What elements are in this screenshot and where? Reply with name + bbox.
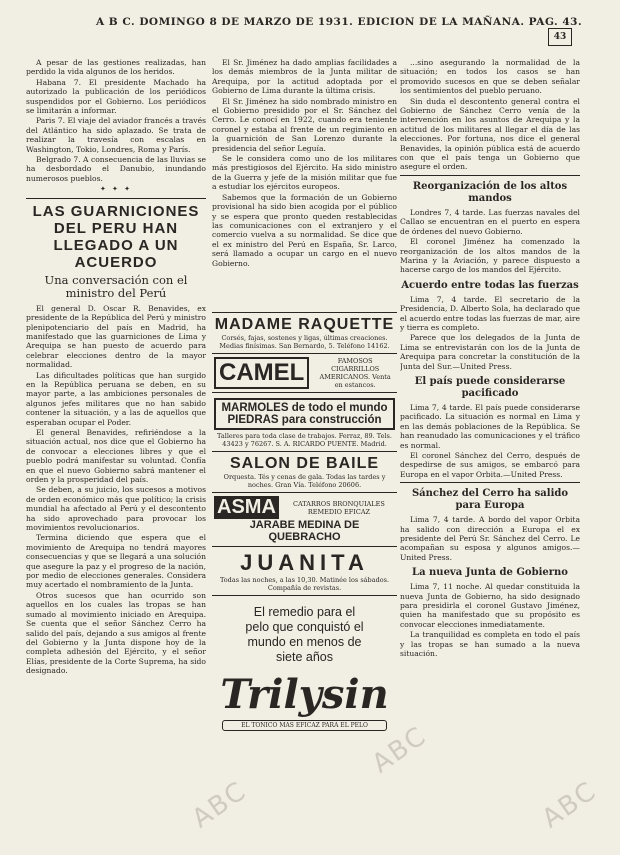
divider	[400, 175, 580, 176]
divider	[400, 482, 580, 483]
ad-trilysin	[212, 595, 397, 736]
news-paragraph: Lima 7, 4 tarde. A bordo del vapor Orbita ha salido con dirección a Europa el ex presidente del Perú Sr. Sánchez del Cerro. Le acompañan su esposa y algunos amigos.—United Press.	[400, 515, 580, 562]
main-headline: LAS GUARNICIONES DEL PERU HAN LLEGADO A UN ACUERDO	[32, 202, 200, 271]
news-paragraph: La tranquilidad es completa en todo el país y las tropas se han sumado a la nueva situación.	[400, 630, 580, 659]
news-paragraph: Londres 7, 4 tarde. Las fuerzas navales del Callao se encuentran en el puerto en espera de órdenes del nuevo Gobierno.	[400, 207, 580, 236]
watermark-stamp: ABC	[186, 775, 253, 835]
asma-logo: ASMA	[214, 496, 279, 519]
news-paragraph: ...sino asegurando la normalidad de la situación; en todos los casos se han promovido sucesos en que se deben señalar los sentimientos del pueblo peruano.	[400, 58, 580, 96]
ad-line: PIEDRAS para construcción	[227, 414, 382, 426]
news-paragraph: Parece que los delegados de la Junta de Lima se entrevistarán con los de la Junta de Arequipa para concretar la constitución de la Junta del Sur.—United Press.	[400, 333, 580, 371]
news-paragraph: Paris 7. El viaje del aviador francés a través del Atlántico ha sido aplazado. Se trata de realizar la travesía con escalas en Washington, Tokio, Londres, Roma y París.	[26, 116, 206, 154]
marmoles-box	[214, 398, 395, 430]
product-tube: EL TONICO MAS EFICAZ PARA EL PELO	[222, 720, 387, 731]
ad-line: MARMOLES de todo el mundo	[221, 402, 388, 414]
ad-text: Corsés, fajas, sostenes y ligas, últimas creaciones. Medias finísimas. San Bernardo, 5. Teléfono 14162.	[219, 334, 390, 350]
ad-camel	[212, 353, 397, 392]
news-paragraph: Lima 7, 4 tarde. El país puede considerarse pacificado. La situación es normal en Lima y en las demás poblaciones de la República. Se han reanudado las comunicaciones y el tráfico es normal.	[400, 402, 580, 450]
section-heading: La nueva Junta de Gobierno	[412, 567, 568, 579]
news-paragraph: A pesar de las gestiones realizadas, han perdido la vida algunos de los heridos.	[26, 58, 206, 77]
news-paragraph: Belgrado 7. A consecuencia de las lluvias se ha desbordado el Danubio, inundando numerosos pueblos.	[26, 155, 206, 183]
news-paragraph: El general D. Oscar R. Benavides, ex presidente de la República del Perú y ministro plenipotenciario del país en Madrid, ha manifestado que las guarniciones de Lima y Arequipa se han puesto de acuerdo para celebrar elecciones dentro de la mayor normalidad.	[26, 303, 206, 370]
ad-title: MADAME RAQUETTE	[214, 316, 395, 333]
ad-line: REMEDIO EFICAZ	[307, 507, 371, 516]
ad-salon-baile	[212, 451, 397, 492]
news-paragraph: Se le considera como uno de los militares más prestigiosos del Ejército. Ha sido ministro de la Guerra y jefe de la misión militar que fue a estudiar los ejércitos europeos.	[212, 154, 397, 192]
news-paragraph: El coronel Jiménez ha comenzado la reorganización de los altos mandos de la Marina y la Aviación, y parece dispuesto a hacerse cargo de los mandos del Ejército.	[400, 237, 580, 275]
column-middle	[212, 58, 397, 298]
ad-product: JARABE MEDINA DE QUEBRACHO	[249, 519, 360, 543]
column-right	[400, 58, 580, 848]
ad-line: mundo en menos de	[247, 635, 362, 649]
news-paragraph: El general Benavides, refiriéndose a la situación actual, nos dice que el Gobierno ha de convocar a elecciones libres y que el pueblo podrá manifestar su voluntad. Confía en que el nuevo Gobierno sabrá mantener el orden y la prosperidad del país.	[26, 427, 206, 484]
camel-logo: CAMEL	[214, 357, 309, 389]
news-paragraph: Termina diciendo que espera que el movimiento de Arequipa no tendrá mayores consecuencias y que se llegará a una solución que asegure la paz y el progreso de la nación, por medio de elecciones generales. Considera muy acertado el nombramiento de la Junta.	[26, 533, 206, 590]
news-paragraph: Se deben, a su juicio, los sucesos a motivos de orden económico más que político; la crisis mundial ha afectado al Perú y el descontento ha sido aprovechado para provocar los movimientos revolucionarios.	[26, 485, 206, 533]
ad-title: JUANITA	[240, 550, 369, 575]
divider	[26, 198, 206, 199]
trilysin-logo: Trilysin	[220, 671, 389, 718]
news-paragraph: Lima 7, 4 tarde. El secretario de la Presidencia, D. Alberto Sola, ha declarado que el acuerdo entre todas las fuerzas de mar, aire y tierra es completo.	[400, 294, 580, 332]
page-header: A B C. DOMINGO 8 DE MARZO DE 1931. EDICION DE LA MAÑANA. PAG. 43.	[96, 16, 583, 28]
section-heading: Sánchez del Cerro ha salido para Europa	[411, 488, 569, 512]
news-paragraph: Habana 7. El presidente Machado ha autorizado la publicación de los periódicos suspendidos por el Gobierno. Los periódicos se limitarán a informar.	[26, 77, 206, 116]
news-paragraph: Las dificultades políticas que han surgido en la República peruana se deben, en su mayor parte, a las ambiciones personales de algunos jefes militares que no han sabido contener la situación, y a las de aquellos que esperaban ocupar el Poder.	[26, 370, 206, 427]
ad-juanita	[212, 546, 397, 595]
page-number-stamp: 43	[548, 28, 572, 46]
ad-text: Orquesta. Tés y cenas de gala. Todas las tardes y noches. Gran Vía. Teléfono 20606.	[223, 473, 386, 489]
ad-line: CATARROS BRONQUIALES	[292, 499, 385, 508]
ad-line: pelo que conquistó el	[245, 620, 364, 634]
news-paragraph: Sabemos que la formación de un Gobierno provisional ha sido bien acogida por el público y se espera que pronto queden restablecidas las comunicaciones con el extranjero y el comercio vuelva a su normalidad. Se dice que el ex ministro del Perú en España, Sr. Larco, será llamado a ocupar un cargo en el nuevo Gobierno.	[212, 192, 397, 268]
news-paragraph: El Sr. Jiménez ha dado amplias facilidades a los demás miembros de la Junta militar de Arequipa, por la actitud adoptada por el Gobierno de Lima durante la última crisis.	[212, 58, 397, 96]
ad-text: FAMOSOS CIGARRILLOS AMERICANOS. Venta en estancos.	[319, 357, 391, 389]
ad-madame-raquette	[212, 312, 397, 353]
ad-line: El remedio para el	[253, 605, 356, 619]
column-left	[26, 58, 206, 848]
ad-text: Todas las noches, a las 10,30. Matinée los sábados. Compañía de revistas.	[219, 576, 390, 592]
watermark-stamp: ABC	[366, 720, 433, 780]
ad-line: siete años	[276, 650, 333, 664]
sub-headline: Una conversación con el ministro del Perú	[44, 272, 188, 300]
ad-marmoles	[212, 392, 397, 451]
news-paragraph: Otros sucesos que han ocurrido son aquellos en los cuales las tropas se han sumado al movimiento iniciado en Arequipa. Se cuenta que el señor Sánchez Cerro ha salido del país, dejando a sus amigos al frente del Gobierno y la Junta dispone hoy de la completa adhesión del Ejército, y el señor Elías, presidente de la Corte Suprema, ha sido designado.	[26, 590, 206, 676]
news-paragraph: Lima 7, 11 noche. Al quedar constituida la nueva Junta de Gobierno, ha sido designado para presidirla el coronel Gustavo Jiménez, quien ha manifestado que su propósito es convocar elecciones inmediatamente.	[400, 582, 580, 629]
separator: ✦ ✦ ✦	[99, 185, 133, 194]
section-heading: Acuerdo entre todas las fuerzas	[401, 279, 579, 291]
advertisements	[212, 312, 397, 848]
ad-asma	[212, 492, 397, 546]
ad-title: SALON DE BAILE	[229, 455, 380, 472]
ad-text: Talleres para toda clase de trabajos. Ferraz, 89. Tels. 43423 y 76267. S. A. RICARDO PUENTE. Madrid.	[217, 432, 392, 448]
section-heading: Reorganización de los altos mandos	[412, 180, 568, 204]
news-paragraph: El coronel Sánchez del Cerro, después de despedirse de sus amigos, se embarcó para Europa en el vapor Orbita.—United Press.	[400, 451, 580, 479]
watermark-stamp: ABC	[536, 775, 603, 835]
news-paragraph: El Sr. Jiménez ha sido nombrado ministro en el Gobierno presidido por el Sr. Sánchez del Cerro. Le conocí en 1922, cuando era teniente coronel y estaba al frente de un regimiento en la guarnición de San Lorenzo durante la presidencia del señor Leguía.	[212, 96, 397, 153]
news-paragraph: Sin duda el descontento general contra el Gobierno de Sánchez Cerro venía de la intervención en los asuntos de Arequipa y la actitud de los militares al llegar el día de las elecciones. Por fortuna, nos dice el general Benavides, la opinión pública está de acuerdo con que el país tenga un Gobierno que asegure el orden.	[400, 96, 580, 172]
section-heading: El país puede considerarse pacificado	[414, 375, 566, 399]
